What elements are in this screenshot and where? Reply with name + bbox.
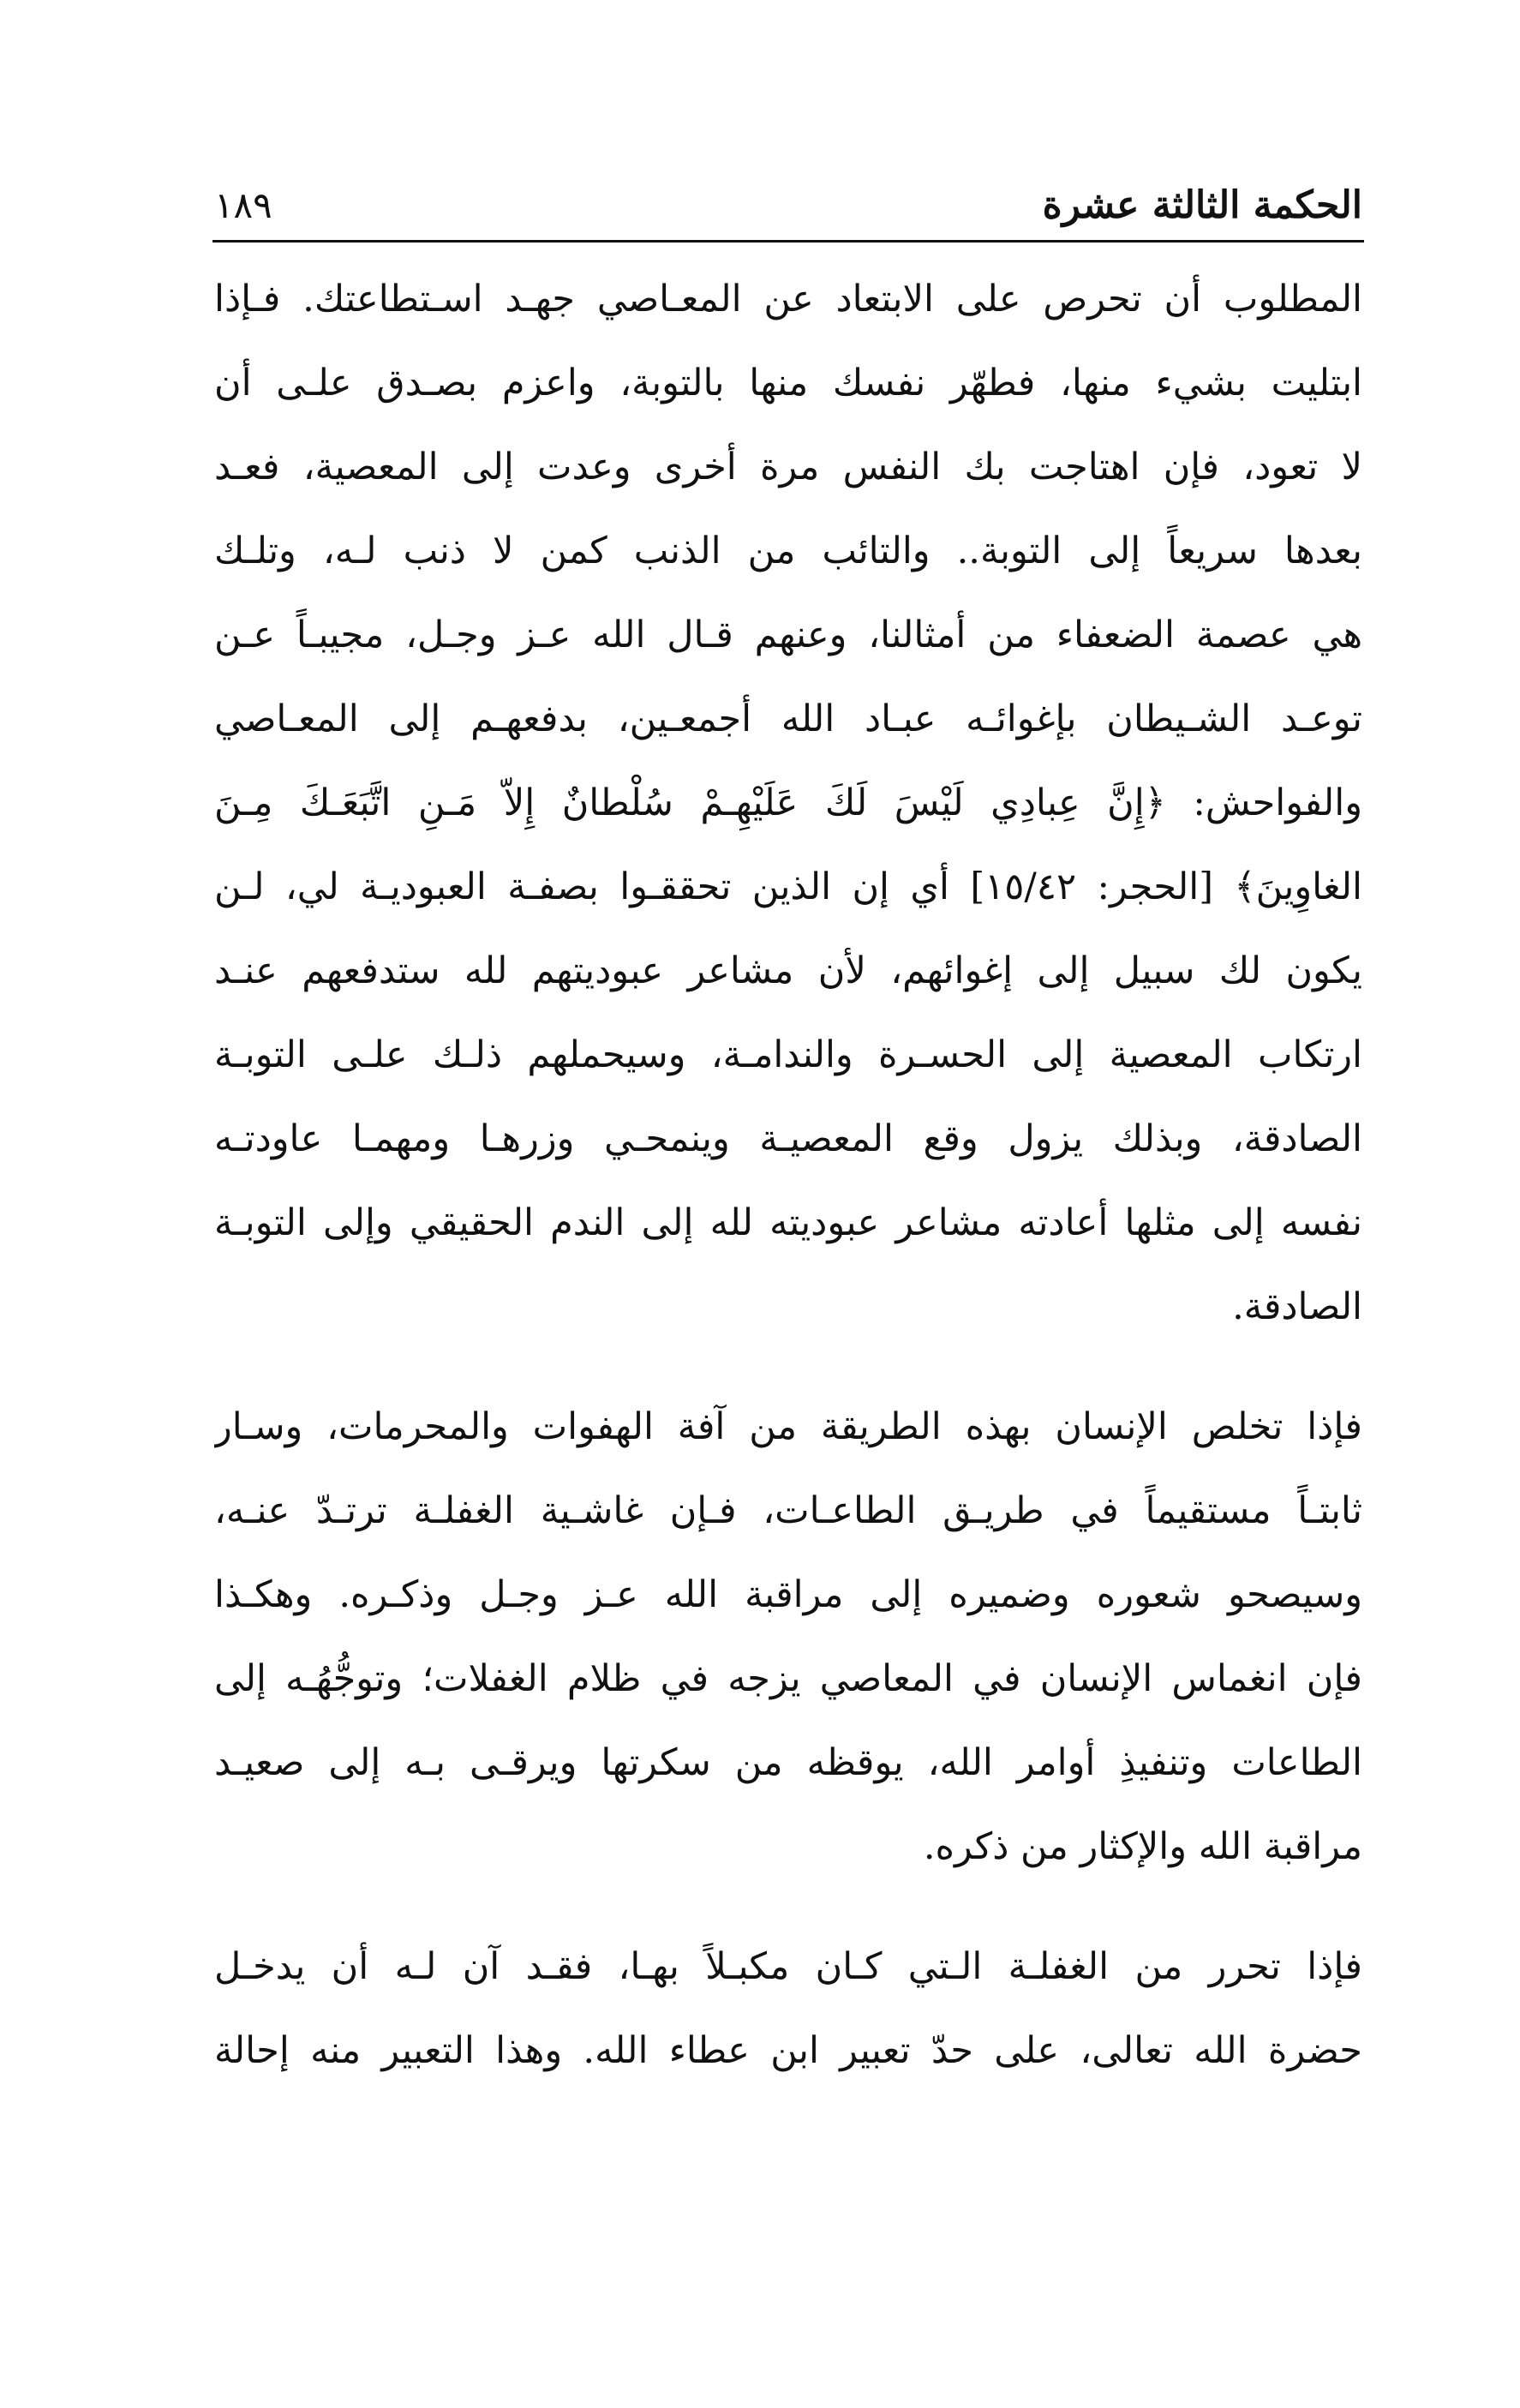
text-line: ثابتـاً مستقيماً في طريـق الطاعـات، فـإن غاشـية الغفلـة ترتـدّ عنـه، bbox=[214, 1489, 1362, 1532]
text-line: ارتكاب المعصية إلى الحسـرة والندامـة، وسيحملهم ذلـك علـى التوبـة bbox=[214, 1033, 1362, 1076]
quran-verse-line: الغاوِينَ﴾ [الحجر: ١٥/٤٢] أي إن الذين تحققـوا بصفـة العبوديـة لي، لـن bbox=[214, 866, 1362, 908]
text-line: فإذا تخلص الإنسان بهذه الطريقة من آفة الهفوات والمحرمات، وسـار bbox=[214, 1405, 1362, 1448]
text-line: فإن انغماس الإنسان في المعاصي يزجه في ظلام الغفلات؛ وتوجُّهُـه إلى bbox=[214, 1657, 1362, 1700]
text-line: يكون لك سبيل إلى إغوائهم، لأن مشاعر عبوديتهم لله ستدفعهم عنـد bbox=[214, 949, 1362, 992]
text-line: لا تعود، فإن اهتاجت بك النفس مرة أخرى وعدت إلى المعصية، فعـد bbox=[214, 446, 1362, 488]
text-line: هي عصمة الضعفاء من أمثالنا، وعنهم قـال الله عـز وجـل، مجيبـاً عـن bbox=[214, 614, 1362, 656]
text-line: بعدها سريعاً إلى التوبة.. والتائب من الذنب كمن لا ذنب لـه، وتلـك bbox=[214, 530, 1362, 572]
quran-verse-line: والفواحش: ﴿إِنَّ عِبادِي لَيْسَ لَكَ عَلَيْهِـمْ سُلْطانٌ إِلاّ مَـنِ اتَّبَعَـكَ مِـنَ bbox=[214, 782, 1362, 824]
body-text bbox=[214, 257, 1362, 2093]
paragraph-end-line: مراقبة الله والإكثار من ذكره. bbox=[923, 1825, 1362, 1868]
running-head bbox=[214, 176, 1362, 236]
header-rule bbox=[212, 240, 1364, 243]
text-line: المطلوب أن تحرص على الابتعاد عن المعـاصي جهـد اسـتطاعتك. فـإذا bbox=[214, 278, 1362, 320]
text-line: الطاعات وتنفيذِ أوامر الله، يوقظه من سكرتها ويرقـى بـه إلى صعيـد bbox=[214, 1741, 1362, 1784]
text-line: فإذا تحرر من الغفلـة الـتي كـان مكبـلاً بهـا، فقـد آن لـه أن يدخـل bbox=[214, 1945, 1362, 1988]
text-line: حضرة الله تعالى، على حدّ تعبير ابن عطاء الله. وهذا التعبير منه إحالة bbox=[214, 2029, 1362, 2072]
text-line: نفسه إلى مثلها أعادته مشاعر عبوديته لله إلى الندم الحقيقي وإلى التوبـة bbox=[214, 1201, 1362, 1244]
paragraph-gap bbox=[214, 1889, 1362, 1925]
text-line: وسيصحو شعوره وضميره إلى مراقبة الله عـز وجـل وذكـره. وهكـذا bbox=[214, 1573, 1362, 1616]
text-line: ابتليت بشيء منها، فطهّر نفسك منها بالتوبة، واعزم بصـدق علـى أن bbox=[214, 362, 1362, 404]
paragraph-gap bbox=[214, 1349, 1362, 1385]
text-line: الصادقة، وبذلك يزول وقع المعصيـة وينمحـي وزرهـا ومهمـا عاودتـه bbox=[214, 1117, 1362, 1160]
page-number: ١٨٩ bbox=[214, 184, 272, 226]
text-line: توعـد الشـيطان بإغوائـه عبـاد الله أجمعـين، بدفعهـم إلى المعـاصي bbox=[214, 698, 1362, 740]
paragraph-end-line: الصادقة. bbox=[1232, 1285, 1362, 1328]
running-title: الحكمة الثالثة عشرة bbox=[1042, 183, 1362, 227]
